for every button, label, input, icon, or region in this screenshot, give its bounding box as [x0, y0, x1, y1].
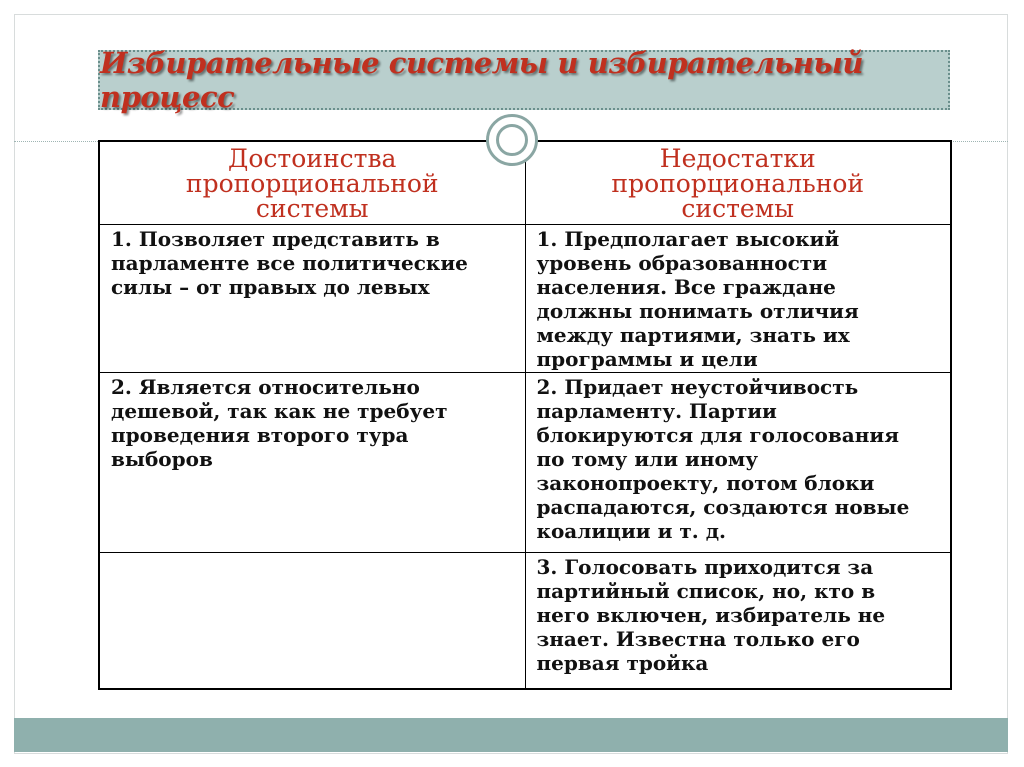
header-disadvantages-label: Недостатки пропорциональной системы — [611, 144, 865, 223]
table-cell-disadvantage — [525, 553, 951, 689]
advantage-3-text — [100, 553, 525, 555]
bottom-bar — [14, 718, 1008, 752]
ring-ornament-icon — [486, 114, 538, 166]
table-row — [99, 225, 951, 373]
table-cell-advantage-empty — [99, 553, 525, 689]
table-cell-disadvantage — [525, 373, 951, 553]
disadvantage-3-text: 3. Голосовать приходится за партийный список, но, кто в него включен, избиратель не знает. Известна только его первая тройка — [536, 555, 886, 675]
advantage-2-text: 2. Является относительно дешевой, так как не требует проведения второго тура выборов — [111, 375, 448, 471]
disadvantage-1-text: 1. Предполагает высокий уровень образованности населения. Все граждане должны понимать отличия между партиями, знать их программы и цели — [536, 227, 859, 371]
table-row — [99, 553, 951, 689]
comparison-table — [98, 140, 952, 690]
ring-inner-icon — [496, 124, 528, 156]
advantage-1-text: 1. Позволяет представить в парламенте все политические силы – от правых до левых — [111, 227, 468, 299]
title-banner — [98, 46, 950, 114]
table-cell-advantage — [99, 373, 525, 553]
table-cell-advantage — [99, 225, 525, 373]
disadvantage-2-text: 2. Придает неустойчивость парламенту. Партии блокируются для голосования по тому или иному законопроекту, потом блоки распадаются, создаются новые коалиции и т. д. — [536, 375, 910, 543]
header-disadvantages — [525, 141, 951, 225]
header-advantages — [99, 141, 525, 225]
slide-title: Избирательные системы и избирательный процесс — [100, 46, 863, 114]
header-advantages-label: Достоинства пропорциональной системы — [185, 144, 439, 223]
table-cell-disadvantage — [525, 225, 951, 373]
table-row — [99, 373, 951, 553]
